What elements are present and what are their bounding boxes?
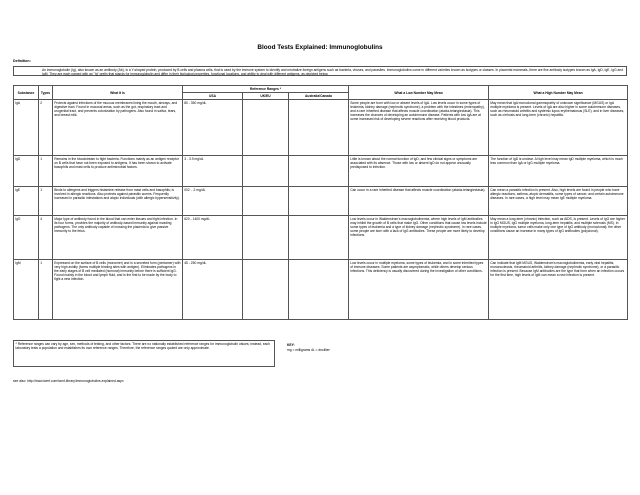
cell-usa: 45 - 250 mg/dL xyxy=(183,260,243,320)
cell-substance: IgE xyxy=(14,187,39,216)
header-low: What a Low Number May Mean xyxy=(349,86,489,100)
page-title: Blood Tests Explained: Immunoglobulins xyxy=(257,44,383,51)
cell-usa: 3 - 3.9 mg/dL xyxy=(183,156,243,187)
reference-range-footnote: * Reference ranges can vary by age, sex, methods of testing, and other factors. There are no nationally established reference ranges for immunoglobulin values; instead, each laboratory tests a population and establishes its own reference ranges. Therefore, the reference ranges quoted are only approximate. xyxy=(13,340,275,367)
cell-what: Protects against infections of the mucous membranes lining the mouth, airways, and digestive tract. Found in mucosal areas, such as the gut, respiratory tract and urogenital tract, and prevents colonization by pathogens. Also found in saliva, tears, and breast milk. xyxy=(53,100,183,156)
cell-high: May mean that IgA monoclonal gammopathy of unknown significance (MGUS) or IgA multiple myeloma is present. Levels of IgA are also higher in some autoimmune diseases, such as rheumatoid arthritis and systemic lupus erythematosus (SLE), and in liver diseases, such as cirrhosis and long-term (chronic) hepatitis. xyxy=(489,100,628,156)
key-text: mg = milligrams dL = deciliter xyxy=(287,348,330,352)
cell-what: Expressed on the surface of B cells (monomer) and in a secreted form (pentamer) with very high avidity (forms multiple binding sites with antigen). Eliminates pathogens in the early stages of B cell mediated (humoral) immunity before there is sufficient IgG. Found mainly in the blood and lymph fluid, and is the first to be made by the body to fight a new infection. xyxy=(53,260,183,320)
cell-types: 2 xyxy=(39,100,53,156)
cell-what: Binds to allergens and triggers histamine release from mast cells and basophils; is involved in allergic reactions. Also protects against parasitic worms. Frequently increased in parasitic infestations and atopic individuals (with allergic hypersensitivity). xyxy=(53,187,183,216)
table-row xyxy=(14,100,628,156)
cell-usa: 80 - 350 mg/dL xyxy=(183,100,243,156)
cell-types: 1 xyxy=(39,260,53,320)
header-what: What It Is xyxy=(53,86,183,100)
header-types: Types xyxy=(39,86,53,100)
cell-high: Can indicate that IgM MGUS, Waldenstrom's macroglobulinemia, early viral hepatitis, mononucleosis, rheumatoid arthritis, kidney damage (nephrotic syndrome), or a parasitic infection is present. Because IgM antibodies are the type that form when an infection occurs for the first time, high levels of IgM can mean a new infection is present. xyxy=(489,260,628,320)
cell-usa: 620 - 1400 mg/dL xyxy=(183,216,243,260)
cell-australia-canada xyxy=(289,100,349,156)
table-row xyxy=(14,187,628,216)
header-reference-ranges: Reference Ranges * xyxy=(183,86,349,93)
header-high: What a High Number May Mean xyxy=(489,86,628,100)
cell-types: 1 xyxy=(39,187,53,216)
cell-low: Some people are born with low or absent levels of IgA. Low levels occur in some types of leukemia, kidney damage (nephrotic syndrome), a problem with the intestines (enteropathy), and a rare inherited disease that affects muscle coordination (ataxia-telangiectasia). This increases the chances of developing an autoimmune disease. Patients with low IgA are at some increased risk of developing severe reactions after receiving blood products. xyxy=(349,100,489,156)
header-usa: USA xyxy=(183,93,243,100)
header-substance: Substance xyxy=(14,86,39,100)
cell-australia-canada xyxy=(289,260,349,320)
cell-high: May mean a long-term (chronic) infection, such as AIDS, is present. Levels of IgG are higher in IgG MGUS, IgG multiple myeloma, long-term hepatitis, and multiple sclerosis (MS). In multiple myeloma, tumor cells make only one type of IgG antibody (monoclonal); the other conditions cause an increase in many types of IgG antibodies (polyclonal). xyxy=(489,216,628,260)
cell-what: Remains in the bloodstream to fight bacteria. Functions mainly as an antigen receptor on B cells that have not been exposed to antigens. It has been shown to activate basophils and mast cells to produce antimicrobial factors. xyxy=(53,156,183,187)
cell-usa: 002 - .2 mg/dL xyxy=(183,187,243,216)
cell-australia-canada xyxy=(289,187,349,216)
cell-types: 4 xyxy=(39,216,53,260)
cell-substance: IgA xyxy=(14,100,39,156)
cell-uk-eu xyxy=(243,100,289,156)
table-row xyxy=(14,216,628,260)
definition-text: An immunoglobulin (Ig), also known as an antibody (Ab), is a Y-shaped protein, produced by B cells and plasma cells, that is used by the immune system to identify and neutralize foreign antigens such as bacteria, viruses, and parasites. Immunoglobulins come in different varieties known as isotypes or classes. In placental mammals, there are five antibody isotypes known as IgA, IgD, IgE, IgG and IgM. They are each named with an "Ig" prefix that stands for immunoglobulin and differ in their biological properties, functional locations, and ability to deal with different antigens, as depicted below. xyxy=(42,68,624,77)
cell-uk-eu xyxy=(243,156,289,187)
cell-high: Can mean a parasitic infection is present. Also, high levels are found in people who have allergic reactions, asthma, atopic dermatitis, some types of cancer, and certain autoimmune diseases. In rare cases, a high level may mean IgE multiple myeloma. xyxy=(489,187,628,216)
cell-substance: IgD xyxy=(14,156,39,187)
immunoglobulin-table xyxy=(13,85,628,320)
cell-australia-canada xyxy=(289,216,349,260)
key-label: KEY: xyxy=(287,343,295,347)
table-row xyxy=(14,156,628,187)
header-uk-eu: UK/EU xyxy=(243,93,289,100)
table-header-row xyxy=(14,86,628,93)
cell-australia-canada xyxy=(289,156,349,187)
cell-substance: IgM xyxy=(14,260,39,320)
cell-substance: IgG xyxy=(14,216,39,260)
cell-what: Major type of antibody found in the blood that can enter tissues and fight infection. In its four forms, provides the majority of antibody-based immunity against invading pathogens. The only antibody capable of crossing the placenta to give passive immunity to the fetus. xyxy=(53,216,183,260)
table-row xyxy=(14,260,628,320)
cell-low: Low levels occur in Waldenstrom's macroglobulinemia, where high levels of IgM antibodies may inhibit the growth of B cells that make IgG. Other conditions that cause low levels include some types of leukemia and a type of kidney damage (nephrotic syndrome). In rare cases, some people are born with a lack of IgG antibodies. These people are more likely to develop infections. xyxy=(349,216,489,260)
cell-types: 1 xyxy=(39,156,53,187)
cell-low: Low levels occur in multiple myeloma, some types of leukemia, and in some inherited types of immune diseases. Some patients are asymptomatic, while others develop serious infections. This deficiency is usually discovered during the investigation of other conditions. xyxy=(349,260,489,320)
header-australia-canada: Australia/Canada xyxy=(289,93,349,100)
definition-label: Definition: xyxy=(13,59,31,63)
cell-low: Can occur in a rare inherited disease that affects muscle coordination (ataxia-telangiectasia). xyxy=(349,187,489,216)
cell-uk-eu xyxy=(243,260,289,320)
cell-uk-eu xyxy=(243,216,289,260)
cell-high: The function of IgD is unclear. A high level may mean IgD multiple myeloma, which is much less common than IgA or IgG multiple myeloma. xyxy=(489,156,628,187)
see-also-link[interactable]: see also: http://www.iwmf.com/iwmf-library/immunoglobulins-explained.aspx xyxy=(13,379,124,383)
cell-uk-eu xyxy=(243,187,289,216)
cell-low: Little is known about the normal function of IgD, and few clinical signs or symptoms are associated with its absence. Those with low or absent IgD do not appear unusually predisposed to infection. xyxy=(349,156,489,187)
